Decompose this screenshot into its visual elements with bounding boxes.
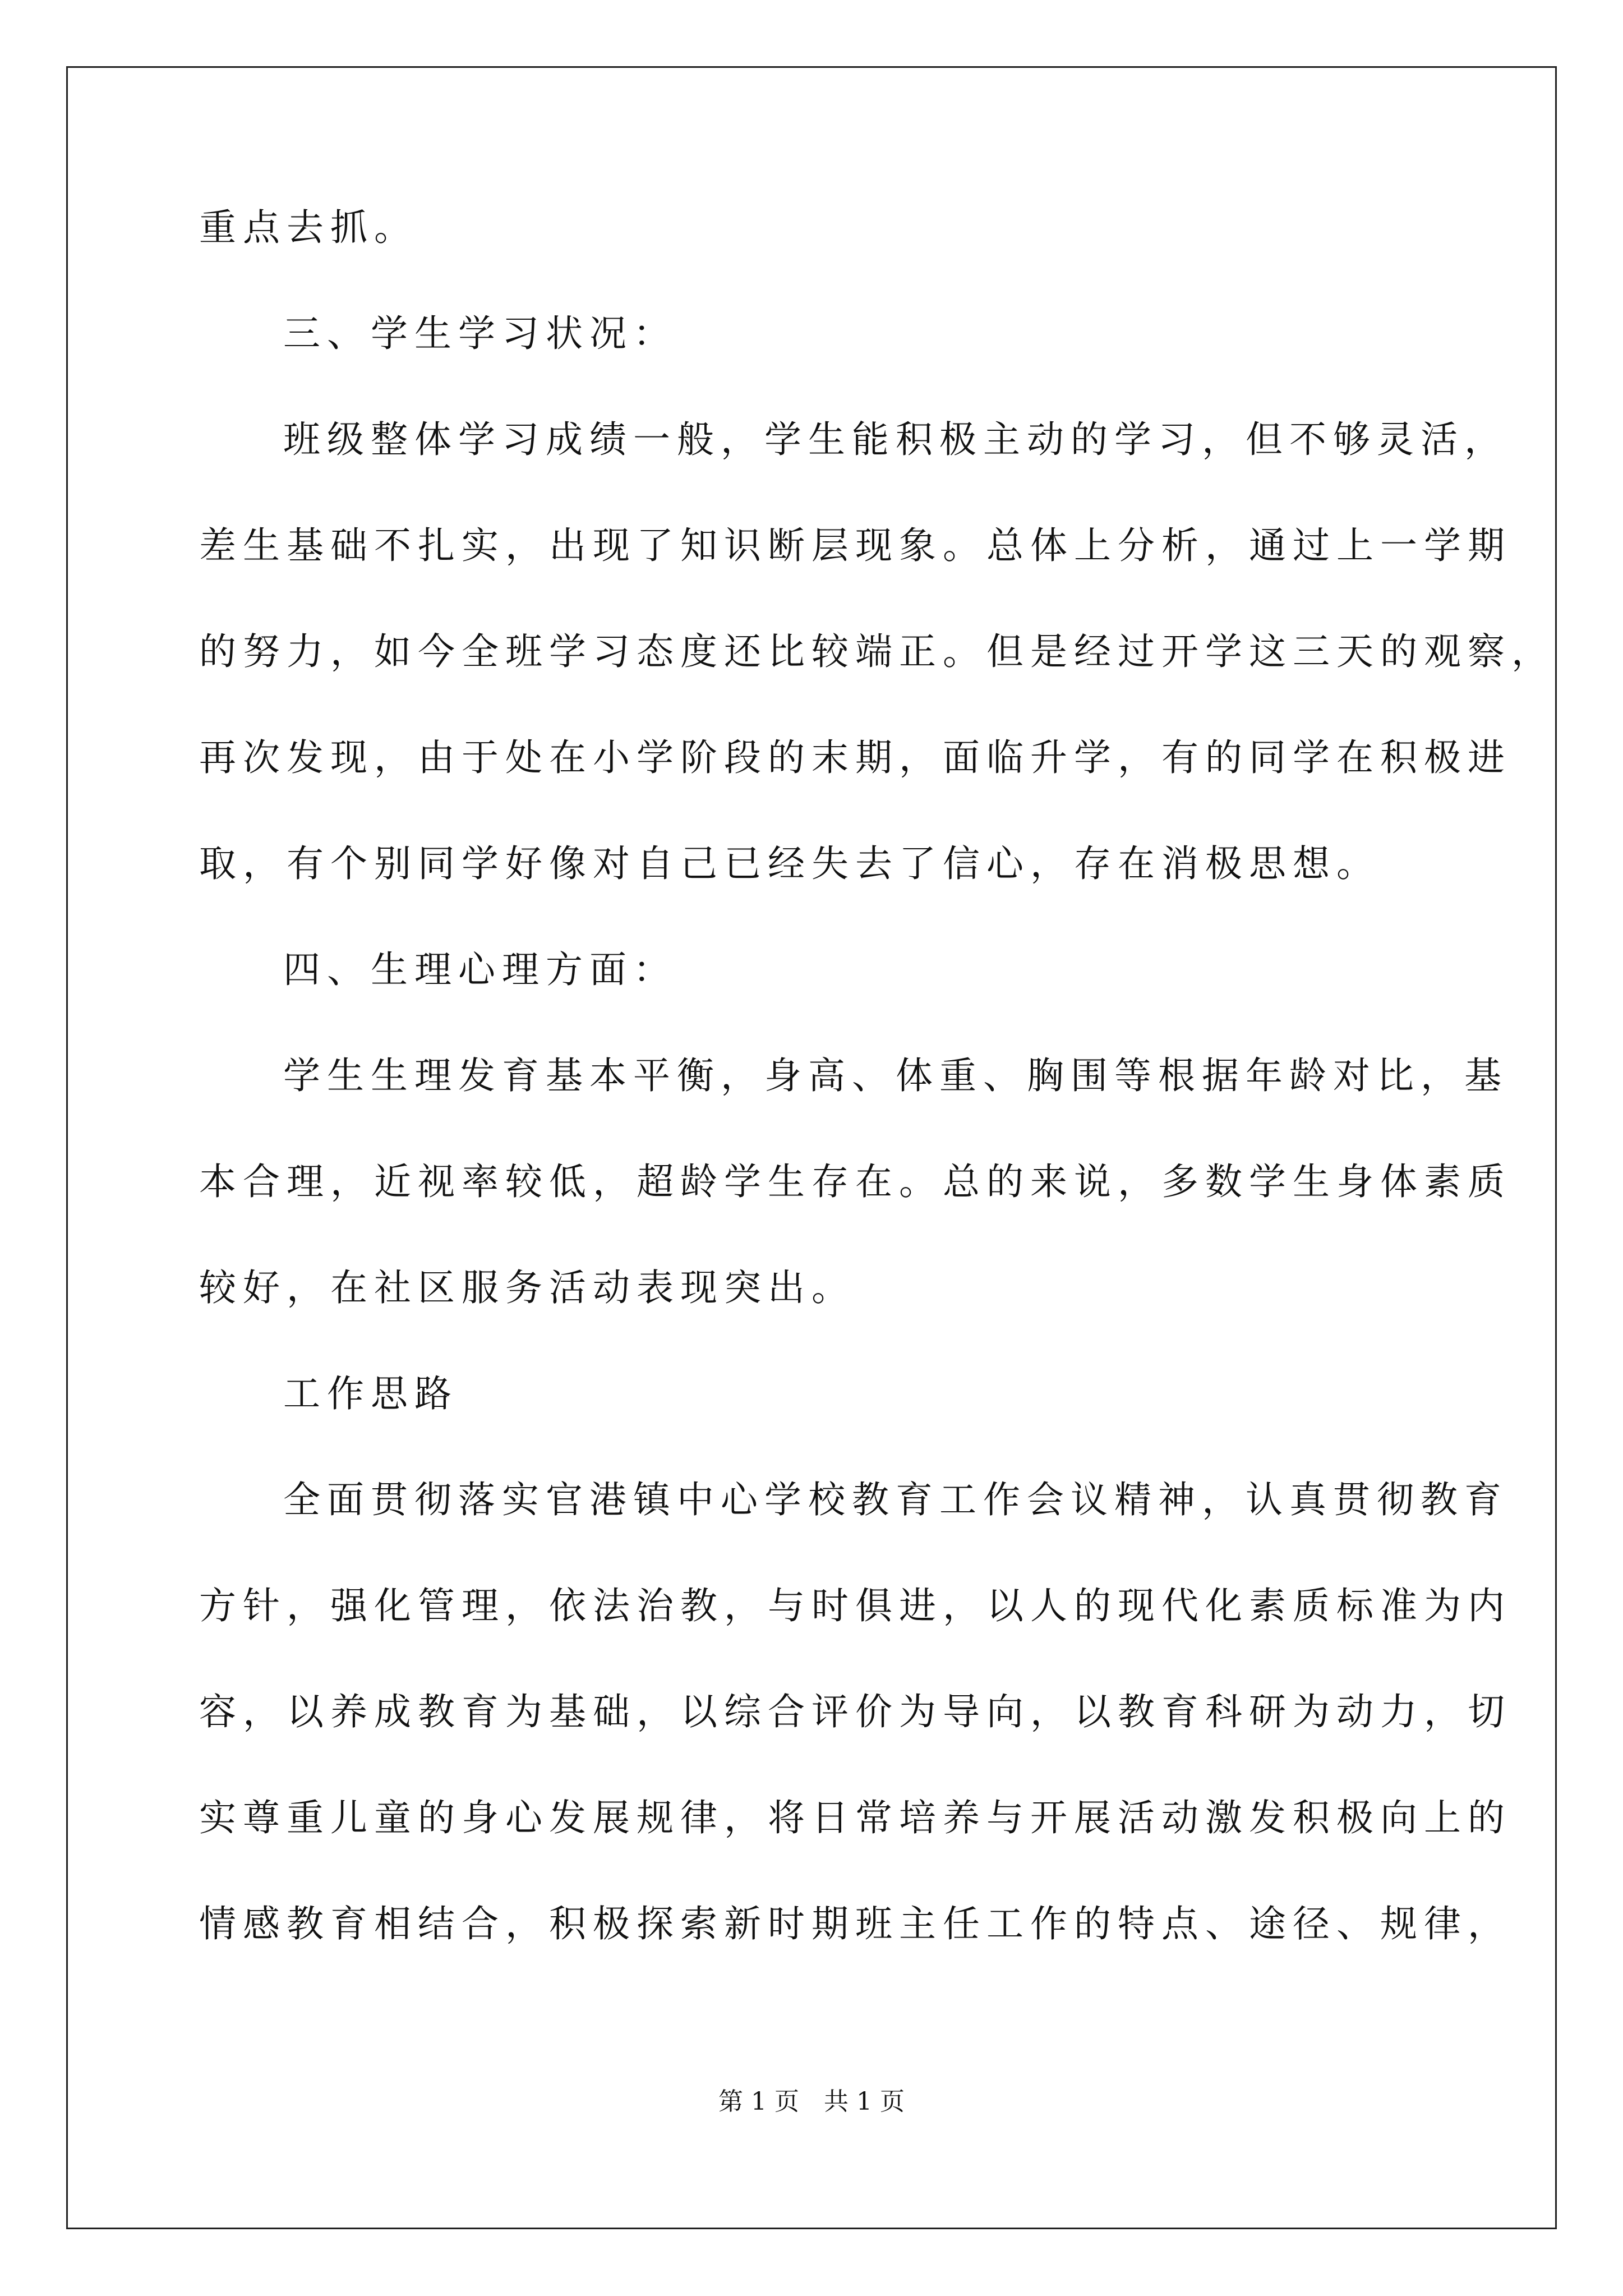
text-line: 本合理，近视率较低，超龄学生存在。总的来说，多数学生身体素质 [199,1160,1511,1203]
text-line: 班级整体学习成绩一般，学生能积极主动的学习，但不够灵活， [283,418,1508,461]
text-line: 差生基础不扎实，出现了知识断层现象。总体上分析，通过上一学期 [199,524,1511,567]
section-heading: 工作思路 [283,1372,458,1415]
text-line: 情感教育相结合，积极探索新时期班主任工作的特点、途径、规律， [199,1902,1511,1945]
section-heading: 四、生理心理方面： [283,948,677,991]
text-line: 实尊重儿童的身心发展规律，将日常培养与开展活动激发积极向上的 [199,1796,1511,1839]
text-line: 全面贯彻落实官港镇中心学校教育工作会议精神，认真贯彻教育 [283,1478,1508,1521]
text-line: 较好，在社区服务活动表现突出。 [199,1266,855,1309]
text-line: 学生生理发育基本平衡，身高、体重、胸围等根据年龄对比，基 [283,1054,1508,1097]
text-line: 容，以养成教育为基础，以综合评价为导向，以教育科研为动力，切 [199,1690,1511,1733]
section-heading: 三、学生学习状况： [283,312,677,355]
page-footer: 第 1 页 共 1 页 [718,2087,905,2116]
document-body [199,206,1555,2010]
text-line: 重点去抓。 [199,206,418,249]
text-line: 取，有个别同学好像对自己已经失去了信心，存在消极思想。 [199,842,1380,885]
text-line: 的努力，如今全班学习态度还比较端正。但是经过开学这三天的观察， [199,630,1555,673]
text-line: 方针，强化管理，依法治教，与时俱进，以人的现代化素质标准为内 [199,1584,1511,1627]
text-line: 再次发现，由于处在小学阶段的末期，面临升学，有的同学在积极进 [199,736,1511,779]
